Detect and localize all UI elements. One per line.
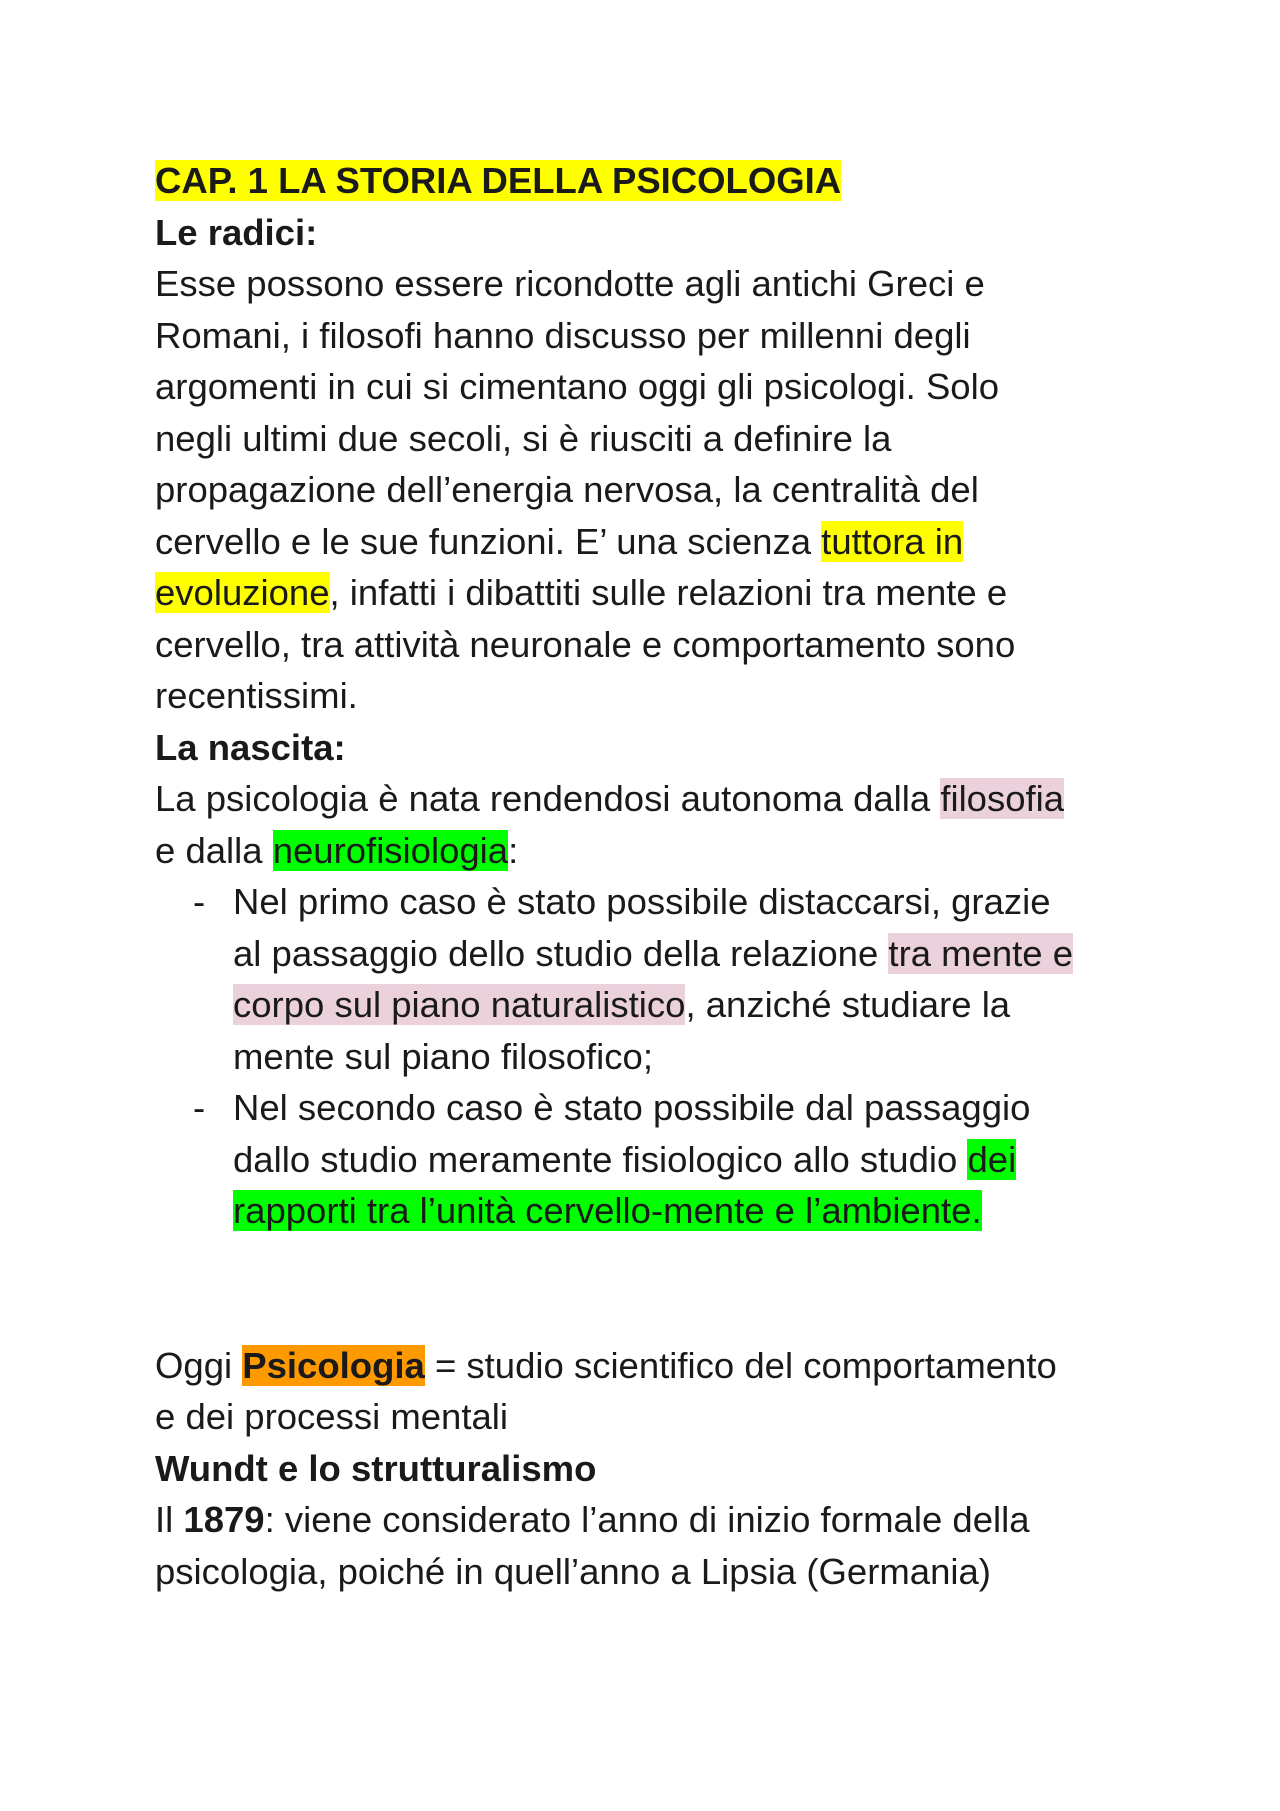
heading-nascita: La nascita:	[155, 726, 346, 768]
paragraph-line: evoluzione, infatti i dibattiti sulle relazioni tra mente e	[155, 572, 1008, 613]
highlight-yellow: evoluzione	[155, 572, 330, 613]
highlight-green: rapporti tra l’unità cervello-mente e l’ambiente.	[233, 1190, 982, 1231]
paragraph-line: Esse possono essere ricondotte agli antichi Greci e	[155, 263, 985, 304]
bullet-dash: -	[193, 1087, 206, 1128]
year-1879: 1879	[183, 1499, 265, 1540]
highlight-pink: tra mente e	[888, 932, 1074, 974]
paragraph-line: propagazione dell’energia nervosa, la centralità del	[155, 469, 979, 510]
highlight-green: dei	[967, 1138, 1017, 1180]
highlight-yellow: tuttora in	[821, 520, 964, 562]
paragraph-line: psicologia, poiché in quell’anno a Lipsia (Germania)	[155, 1550, 991, 1592]
bullet-item-1-continued: mente sul piano filosofico;	[233, 1035, 653, 1077]
paragraph-line: Il 1879: viene considerato l’anno di inizio formale della	[155, 1499, 1030, 1540]
paragraph-line: cervello, tra attività neuronale e comportamento sono	[155, 623, 1016, 665]
bullet-item-1-continued: corpo sul piano naturalistico, anziché studiare la	[233, 984, 1011, 1025]
paragraph-line: negli ultimi due secoli, si è riusciti a definire la	[155, 417, 892, 459]
paragraph-line: La psicologia è nata rendendosi autonoma dalla filosofia	[155, 778, 1065, 819]
paragraph-line: argomenti in cui si cimentano oggi gli psicologi. Solo	[155, 366, 1000, 407]
bullet-item-1: - Nel primo caso è stato possibile distaccarsi, grazie	[155, 876, 1140, 928]
chapter-title: CAP. 1 LA STORIA DELLA PSICOLOGIA	[155, 160, 842, 201]
definition-line: Oggi Psicologia = studio scientifico del comportamento	[155, 1344, 1057, 1386]
highlight-pink: filosofia	[940, 778, 1065, 819]
highlight-orange: Psicologia	[242, 1344, 425, 1386]
document-page	[155, 155, 1140, 1597]
definition-line: e dei processi mentali	[155, 1396, 509, 1437]
bullet-item-2-continued	[155, 1185, 1140, 1237]
heading-radici: Le radici:	[155, 211, 318, 253]
bullet-dash: -	[193, 881, 206, 922]
bullet-item-1-continued: al passaggio dello studio della relazione tra mente e	[233, 932, 1074, 974]
heading-wundt: Wundt e lo strutturalismo	[155, 1447, 597, 1489]
highlight-pink: corpo sul piano naturalistico	[233, 984, 686, 1025]
paragraph-line: Romani, i filosofi hanno discusso per millenni degli	[155, 314, 971, 356]
paragraph-line: cervello e le sue funzioni. E’ una scienza tuttora in	[155, 520, 964, 562]
paragraph-line: recentissimi.	[155, 675, 358, 716]
paragraph-line: e dalla neurofisiologia:	[155, 829, 519, 871]
highlight-green: neurofisiologia	[272, 829, 509, 871]
blank-space	[155, 1237, 1140, 1340]
bullet-item-2: - Nel secondo caso è stato possibile dal passaggio	[155, 1082, 1140, 1134]
bullet-item-2-continued: dallo studio meramente fisiologico allo studio dei	[233, 1138, 1017, 1180]
